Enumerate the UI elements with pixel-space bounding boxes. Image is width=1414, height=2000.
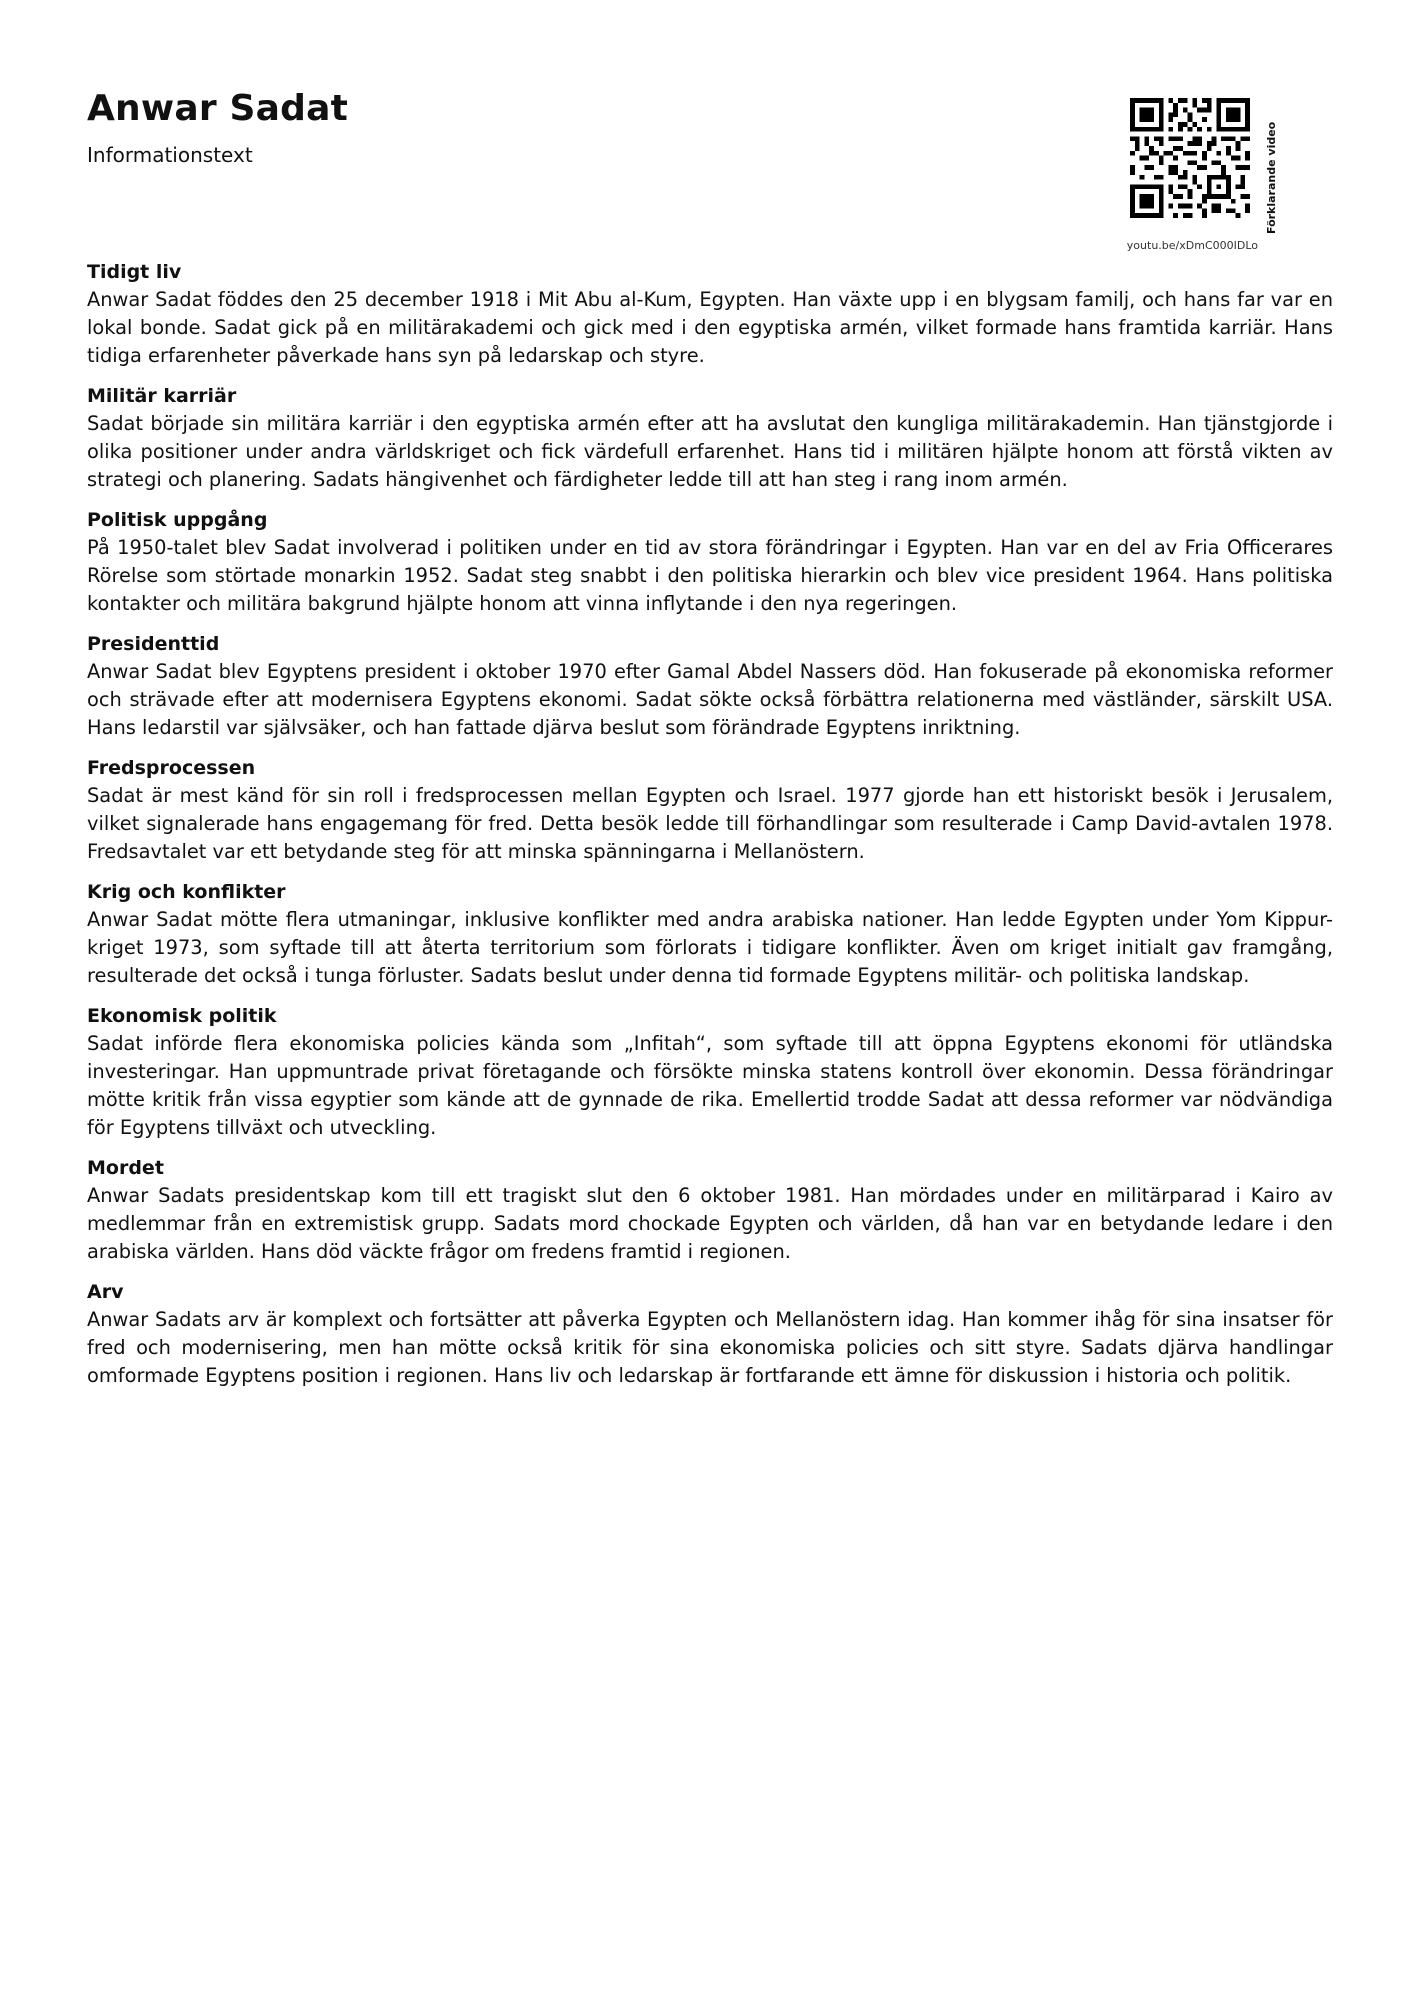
section-heading: Militär karriär: [87, 385, 237, 407]
section-heading: Presidenttid: [87, 633, 220, 655]
section-mordet: [87, 1154, 1333, 1266]
section-body: Sadat började sin militära karriär i den egyptiska armén efter att ha avslutat den kungliga militärakademin. Han tjänstgjorde i olika positioner under andra världskriget och fick värdefull erfarenhet. Hans tid i militären hjälpte honom att förstå vikten av strategi och planering. Sadats hängivenhet och färdigheter ledde till att han steg i rang inom armén.: [87, 412, 1333, 491]
section-tidigt-liv: [87, 258, 1333, 370]
qr-side-label: [1263, 116, 1283, 236]
page-title: Anwar Sadat: [87, 88, 349, 129]
section-body: Anwar Sadats arv är komplext och fortsätter att påverka Egypten och Mellanöstern idag. Han kommer ihåg för sina insatser för fred och modernisering, men han mötte också kritik för sina ekonomiska policies och sitt styre. Sadats djärva handlingar omformade Egyptens position i regionen. Hans liv och ledarskap är fortfarande ett ämne för diskussion i historia och politik.: [87, 1308, 1333, 1387]
section-presidenttid: [87, 630, 1333, 742]
section-body: På 1950-talet blev Sadat involverad i politiken under en tid av stora förändringar i Egypten. Han var en del av Fria Officerares Rörelse som störtade monarkin 1952. Sadat steg snabbt i den politiska hierarkin och blev vice president 1964. Hans politiska kontakter och militära bakgrund hjälpte honom att vinna inflytande i den nya regeringen.: [87, 536, 1333, 615]
document-body: [87, 258, 1333, 1402]
qr-code-icon[interactable]: [1130, 98, 1250, 218]
section-arv: [87, 1278, 1333, 1390]
section-heading: Fredsprocessen: [87, 757, 256, 779]
section-body: Anwar Sadat mötte flera utmaningar, inklusive konflikter med andra arabiska nationer. Han ledde Egypten under Yom Kippur-kriget 1973, som syftade till att återta territorium som förlorats i tidigare konflikter. Även om kriget initialt gav framgång, resulterade det också i tunga förluster. Sadats beslut under denna tid formade Egyptens militär- och politiska landskap.: [87, 908, 1333, 987]
section-heading: Arv: [87, 1281, 124, 1303]
section-heading: Politisk uppgång: [87, 509, 268, 531]
page-subtitle: Informationstext: [87, 143, 253, 167]
section-heading: Ekonomisk politik: [87, 1005, 277, 1027]
section-krig-och-konflikter: [87, 878, 1333, 990]
section-body: Sadat införde flera ekonomiska policies kända som „Infitah“, som syftade till att öppna Egyptens ekonomi för utländska investeringar. Han uppmuntrade privat företagande och försökte minska statens kontroll över ekonomin. Dessa förändringar mötte kritik från vissa egyptier som kände att de gynnade de rika. Emellertid trodde Sadat att dessa reformer var nödvändiga för Egyptens tillväxt och utveckling.: [87, 1032, 1333, 1139]
section-politisk-uppgang: [87, 506, 1333, 618]
qr-url[interactable]: youtu.be/xDmC000IDLo: [1126, 239, 1258, 252]
section-heading: Mordet: [87, 1157, 164, 1179]
section-body: Anwar Sadat föddes den 25 december 1918 i Mit Abu al-Kum, Egypten. Han växte upp i en blygsam familj, och hans far var en lokal bonde. Sadat gick på en militärakademi och gick med i den egyptiska armén, vilket formade hans framtida karriär. Hans tidiga erfarenheter påverkade hans syn på ledarskap och styre.: [87, 288, 1333, 367]
section-body: Anwar Sadats presidentskap kom till ett tragiskt slut den 6 oktober 1981. Han mördades under en militärparad i Kairo av medlemmar från en extremistisk grupp. Sadats mord chockade Egypten och världen, då han var en betydande ledare i den arabiska världen. Hans död väckte frågor om fredens framtid i regionen.: [87, 1184, 1333, 1263]
section-heading: Tidigt liv: [87, 261, 182, 283]
qr-side-label-text: Förklarande video: [1265, 121, 1278, 234]
section-body: Anwar Sadat blev Egyptens president i oktober 1970 efter Gamal Abdel Nassers död. Han fokuserade på ekonomiska reformer och strävade efter att modernisera Egyptens ekonomi. Sadat sökte också förbättra relationerna med västländer, särskilt USA. Hans ledarstil var självsäker, och han fattade djärva beslut som förändrade Egyptens inriktning.: [87, 660, 1333, 739]
section-militar-karriar: [87, 382, 1333, 494]
section-heading: Krig och konflikter: [87, 881, 286, 903]
section-ekonomisk-politik: [87, 1002, 1333, 1142]
section-body: Sadat är mest känd för sin roll i fredsprocessen mellan Egypten och Israel. 1977 gjorde han ett historiskt besök i Jerusalem, vilket signalerade hans engagemang för fred. Detta besök ledde till förhandlingar som resulterade i Camp David-avtalen 1978. Fredsavtalet var ett betydande steg för att minska spänningarna i Mellanöstern.: [87, 784, 1333, 863]
section-fredsprocessen: [87, 754, 1333, 866]
